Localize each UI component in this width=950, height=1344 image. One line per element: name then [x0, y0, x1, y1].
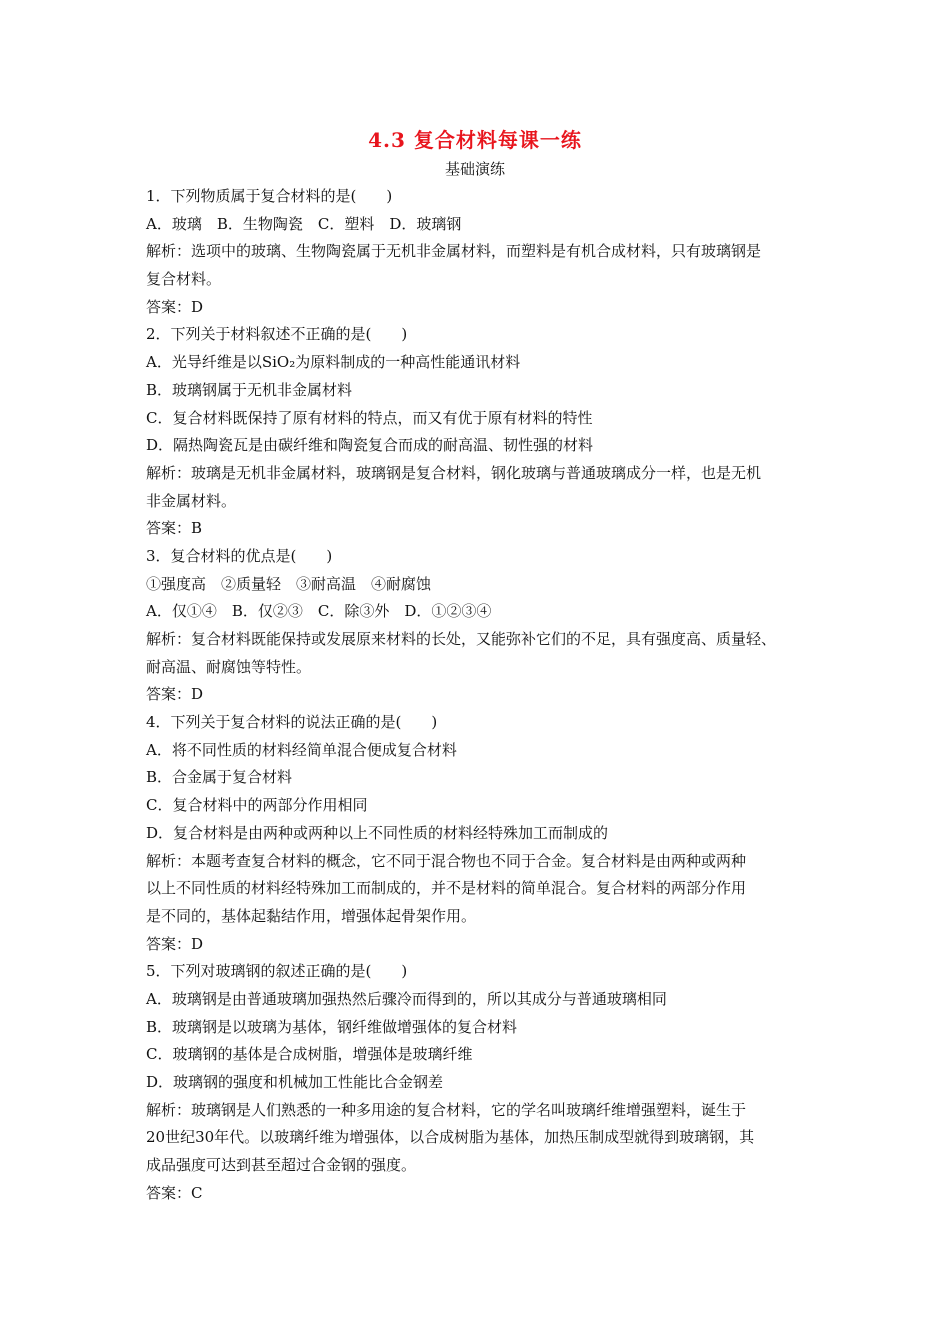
- question-3-answer: 答案：D: [146, 685, 204, 704]
- question-2-answer: 答案：B: [146, 519, 203, 538]
- question-4-option-d: D．复合材料是由两种或两种以上不同性质的材料经特殊加工而制成的: [146, 823, 609, 842]
- question-1: 1．下列物质属于复合材料的是( ): [146, 187, 393, 205]
- question-3: 3．复合材料的优点是( ): [146, 546, 333, 565]
- question-2: 2．下列关于材料叙述不正确的是( ): [146, 325, 408, 344]
- question-4-analysis-cont: 以上不同性质的材料经特殊加工而制成的，并不是材料的简单混合。复合材料的两部分作用: [146, 879, 747, 898]
- section-heading: 基础演练: [444, 160, 505, 178]
- question-2-option-d: D．隔热陶瓷瓦是由碳纤维和陶瓷复合而成的耐高温、韧性强的材料: [146, 436, 594, 455]
- question-3-analysis: 解析：复合材料既能保持或发展原来材料的长处，又能弥补它们的不足，具有强度高、质量轻、: [146, 630, 777, 648]
- question-4-answer: 答案：D: [146, 934, 204, 953]
- question-5-option-a: A．玻璃钢是由普通玻璃加强热然后骤冷而得到的，所以其成分与普通玻璃相同: [146, 989, 667, 1008]
- question-3-items: ①强度高 ②质量轻 ③耐高温 ④耐腐蚀: [146, 574, 432, 593]
- question-3-options: A．仅①④ B．仅②③ C．除③外 D．①②③④: [146, 602, 492, 621]
- question-1-analysis-cont: 复合材料。: [146, 270, 222, 289]
- question-5-option-c: C．玻璃钢的基体是合成树脂，增强体是玻璃纤维: [146, 1045, 473, 1064]
- question-5-analysis-end: 成品强度可达到甚至超过合金钢的强度。: [146, 1156, 417, 1175]
- question-4-analysis: 解析：本题考查复合材料的概念，它不同于混合物也不同于合金。复合材料是由两种或两种: [146, 851, 747, 870]
- question-4: 4．下列关于复合材料的说法正确的是( ): [146, 713, 438, 732]
- question-4-option-a: A．将不同性质的材料经简单混合便成复合材料: [146, 740, 457, 759]
- question-1-analysis: 解析：选项中的玻璃、生物陶瓷属于无机非金属材料，而塑料是有机合成材料，只有玻璃钢是: [146, 242, 762, 261]
- question-3-analysis-cont: 耐高温、耐腐蚀等特性。: [146, 657, 312, 676]
- document-body: [146, 183, 826, 1207]
- question-2-option-c: C．复合材料既保持了原有材料的特点，而又有优于原有材料的特性: [146, 408, 593, 427]
- question-5-analysis: 解析：玻璃钢是人们熟悉的一种多用途的复合材料，它的学名叫玻璃纤维增强塑料，诞生于: [146, 1100, 747, 1119]
- question-2-analysis-cont: 非金属材料。: [146, 491, 237, 510]
- question-5: 5．下列对玻璃钢的叙述正确的是( ): [146, 962, 408, 981]
- question-5-option-d: D．玻璃钢的强度和机械加工性能比合金钢差: [146, 1073, 444, 1091]
- question-5-option-b: B．玻璃钢是以玻璃为基体，钢纤维做增强体的复合材料: [146, 1017, 518, 1036]
- question-1-answer: 答案：D: [146, 297, 204, 316]
- question-2-option-a: A．光导纤维是以SiO₂为原料制成的一种高性能通讯材料: [146, 353, 521, 372]
- question-5-answer: 答案：C: [146, 1183, 203, 1202]
- question-4-option-b: B．合金属于复合材料: [146, 768, 293, 787]
- question-2-analysis: 解析：玻璃是无机非金属材料，玻璃钢是复合材料，钢化玻璃与普通玻璃成分一样，也是无机: [146, 463, 762, 482]
- question-5-analysis-cont: 20世纪30年代。以玻璃纤维为增强体，以合成树脂为基体，加热压制成型就得到玻璃钢，其: [146, 1128, 755, 1147]
- document-title: 4.3 复合材料每课一练: [368, 128, 582, 152]
- question-4-option-c: C．复合材料中的两部分作用相同: [146, 796, 368, 815]
- question-1-options: A．玻璃 B．生物陶瓷 C．塑料 D．玻璃钢: [146, 214, 462, 233]
- question-4-analysis-end: 是不同的，基体起黏结作用，增强体起骨架作用。: [146, 906, 477, 925]
- question-2-option-b: B．玻璃钢属于无机非金属材料: [146, 380, 353, 399]
